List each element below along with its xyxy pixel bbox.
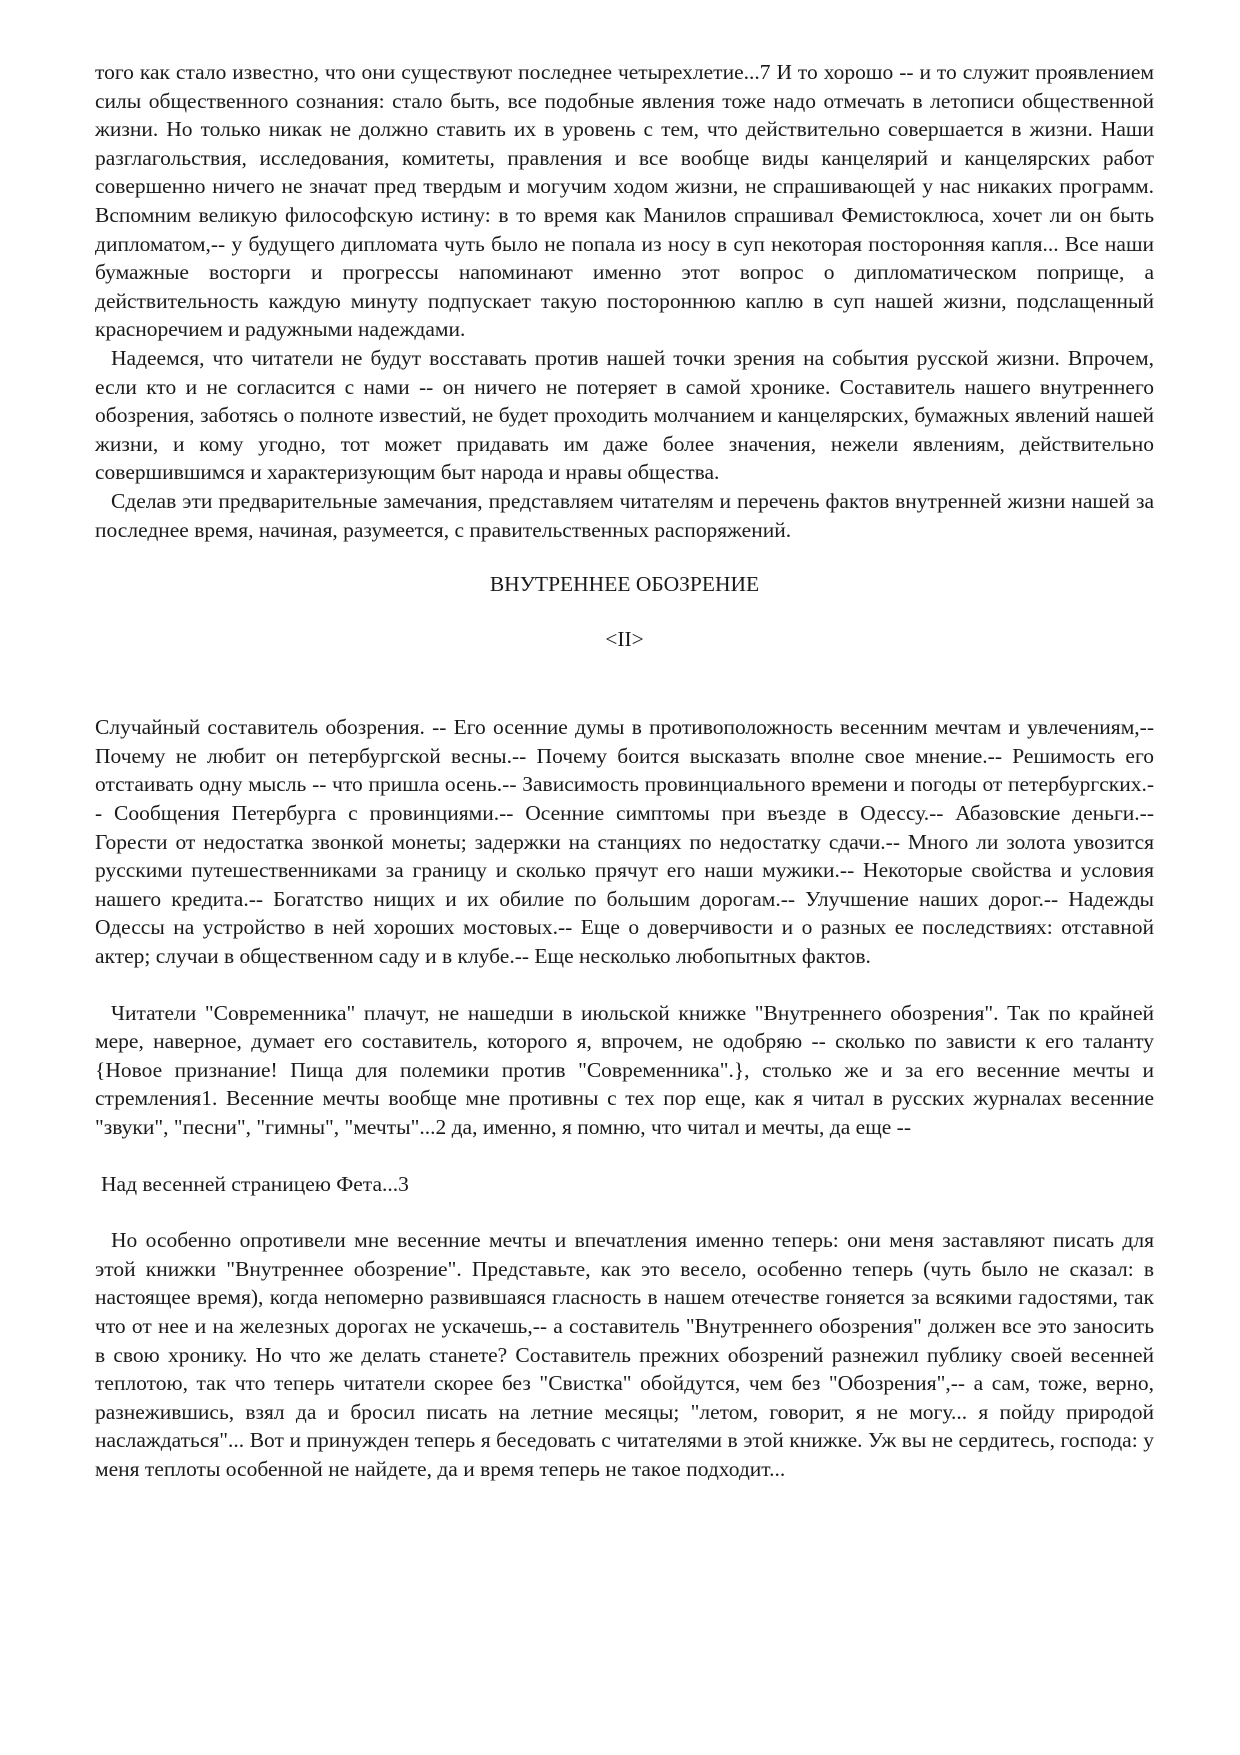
paragraph-sovremennik-readers: Читатели "Современника" плачут, не нашедши в июльской книжке "Внутреннего обозрения". Так по крайней мере, наверное, думает его составитель, которого я, впрочем, не одобряю -- сколько по зависти к его таланту {Новое признание! Пища для полемики против "Современника".}, столько же и за его весенние мечты и стремления1. Весенние мечты вообще мне противны с тех пор еще, как я читал в русских журналах весенние "звуки", "песни", "гимны", "мечты"...2 да, именно, я помню, что читал и мечты, да еще -- [95, 1000, 1154, 1139]
paragraph-continuation: того как стало известно, что они существуют последнее четырехлетие...7 И то хорошо -- и то служит проявлением силы общественного сознания: стало быть, все подобные явления тоже надо отмечать в летописи общественной жизни. Но только никак не должно ставить их в уровень с тем, что действительно совершается в жизни. Наши разглагольствия, исследования, комитеты, правления и все вообще виды канцелярий и канцелярских работ совершенно ничего не значат пред твердым и могучим ходом жизни, не спрашивающей у нас никаких программ. Вспомним великую философскую истину: в то время как Манилов спрашивал Фемистоклюса, хочет ли он быть дипломатом,-- у будущего дипломата чуть было не попала из носу в суп некоторая посторонняя капля... Все наши бумажные восторги и прогрессы напоминают именно этот вопрос о дипломатическом поприще, а действительность каждую минуту подпускает такую постороннюю каплю в суп нашей жизни, подслащенный красноречием и радужными надеждами. [95, 60, 1154, 342]
paragraph-readers-viewpoint: Надеемся, что читатели не будут восставать против нашей точки зрения на события русской жизни. Впрочем, если кто и не согласится с нами -- он ничего не потеряет в самой хронике. Составитель нашего внутреннего обозрения, заботясь о полноте известий, не будет проходить молчанием и канцелярских, бумажных явлений нашей жизни, и кому угодно, тот может придавать им даже более значения, нежели явлениям, действительно совершившимся и характеризующим быт народа и нравы общества. [95, 345, 1154, 485]
section-title: ВНУТРЕННЕЕ ОБОЗРЕНИЕ [489, 572, 760, 597]
chapter-summary: Случайный составитель обозрения. -- Его осенние думы в противоположность весенним мечтам и увлечениям,-- Почему не любит он петербургской весны.-- Почему боится высказать вполне свое мнение.-- Решимость его отстаивать одну мысль -- что пришла осень.-- Зависимость провинциального времени и погоды от петербургских.-- Сообщения Петербурга с провинциями.-- Осенние симптомы при въезде в Одессу.-- Абазовские деньги.-- Горести от недостатка звонкой монеты; задержки на станциях по недостатку сдачи.-- Много ли золота увозится русскими путешественниками за границу и сколько прячут его наши мужики.-- Некоторые свойства и условия нашего кредита.-- Богатство нищих и их обилие по большим дорогам.-- Улучшение наших дорог.-- Надежды Одессы на устройство в ней хороших мостовых.-- Еще о доверчивости и о разных ее последствиях: отставной актер; случаи в общественном саду и в клубе.-- Еще несколько любопытных фактов. [95, 715, 1154, 969]
section-number: <II> [605, 626, 644, 651]
document-page [95, 58, 1154, 1484]
paragraph-spring-dreams: Но особенно опротивели мне весенние мечты и впечатления именно теперь: они меня заставляют писать для этой книжки "Внутреннее обозрение". Представьте, как это весело, особенно теперь (чуть было не сказал: в настоящее время), когда непомерно развившаяся гласность в нашем отечестве гоняется за всякими гадостями, так что от нее и на железных дорогах не ускачешь,-- а составитель "Внутреннего обозрения" должен все это заносить в свою хронику. Но что же делать станете? Составитель прежних обозрений разнежил публику своей весенней теплотою, так что теперь читатели скорее без "Свистка" обойдутся, чем без "Обозрения",-- а сам, тоже, верно, разнежившись, взял да и бросил писать на летние месяцы; "летом, говорит, я не могу... я пойду природой наслаждаться"... Вот и принужден теперь я беседовать с читателями в этой книжке. Уж вы не сердитесь, господа: у меня теплоты особенной не найдете, да и время теперь не такое подходит... [95, 1228, 1154, 1481]
epigraph-fet: Над весенней страницею Фета...3 [101, 1171, 409, 1196]
paragraph-preliminary-remarks: Сделав эти предварительные замечания, представляем читателям и перечень фактов внутренней жизни нашей за последнее время, начиная, разумеется, с правительственных распоряжений. [95, 488, 1154, 542]
